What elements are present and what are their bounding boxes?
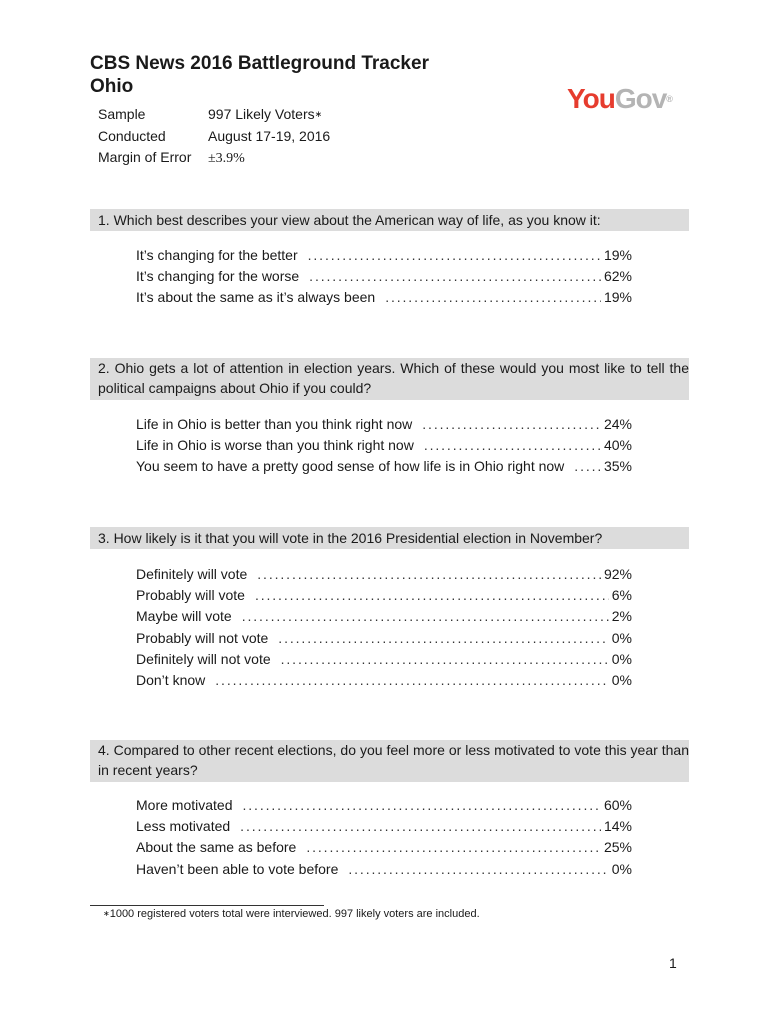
answer-label: More motivated [136, 797, 233, 813]
answer-percent: 60% [603, 797, 632, 813]
footnote [103, 907, 480, 921]
answer-percent: 2% [611, 608, 632, 625]
answer-row [136, 837, 632, 858]
meta-label-conducted: Conducted [98, 127, 166, 144]
answer-label: Definitely will not vote [136, 650, 271, 667]
answer-row [136, 245, 632, 266]
meta-label-margin: Margin of Error [98, 149, 192, 165]
answer-label: It’s changing for the worse [136, 268, 300, 285]
title-line-1: CBS News 2016 Battleground Tracker [90, 53, 429, 74]
answers-q3 [136, 564, 632, 691]
answer-percent: 25% [603, 839, 632, 856]
question-1: 1. Which best describes your view about the American way of life, as you know it: [90, 209, 689, 231]
answer-percent: 40% [603, 437, 632, 454]
answer-label: Life in Ohio is better than you think right now [136, 416, 413, 432]
answer-row [136, 456, 632, 477]
answer-row [136, 585, 632, 606]
dot-leader [385, 287, 601, 308]
question-2: 2. Ohio gets a lot of attention in election years. Which of these would you most like to tell the political campaigns about Ohio if you could? [90, 358, 689, 400]
answer-percent: 35% [603, 458, 632, 475]
answer-percent: 92% [603, 566, 632, 582]
answer-percent: 0% [611, 671, 632, 688]
dot-leader [422, 414, 601, 435]
answer-label: Don’t know [136, 671, 206, 688]
answer-percent: 0% [611, 629, 632, 646]
answer-label: Probably will not vote [136, 629, 269, 646]
footnote-marker: ∗ [314, 109, 323, 119]
logo-you: You [567, 83, 615, 114]
answer-label: It’s about the same as it’s always been [136, 289, 376, 306]
answer-label: Probably will vote [136, 587, 245, 604]
dot-leader [424, 435, 601, 456]
answer-label: It’s changing for the better [136, 247, 298, 263]
answers-q2 [136, 414, 632, 478]
answer-row [136, 287, 632, 308]
dot-leader [242, 795, 600, 816]
answer-label: Life in Ohio is worse than you think right now [136, 437, 414, 454]
meta-row-margin [98, 147, 330, 169]
dot-leader [308, 245, 601, 266]
answer-percent: 24% [603, 416, 632, 432]
dot-leader [348, 859, 608, 880]
answer-row [136, 414, 632, 435]
answers-q4 [136, 795, 632, 880]
answer-row [136, 816, 632, 837]
answer-percent: 62% [603, 268, 632, 285]
footnote-text: 1000 registered voters total were interviewed. 997 likely voters are included. [109, 908, 480, 920]
question-3: 3. How likely is it that you will vote in the 2016 Presidential election in November? [90, 527, 689, 549]
question-4: 4. Compared to other recent elections, do you feel more or less motivated to vote this year than in recent years? [90, 740, 689, 782]
meta-value-sample [208, 106, 322, 122]
answer-percent: 19% [603, 289, 632, 306]
dot-leader [574, 456, 601, 477]
footnote-marker: ∗ [103, 909, 110, 918]
answer-row [136, 606, 632, 627]
survey-meta [98, 104, 330, 169]
answer-label: Less motivated [136, 818, 231, 835]
dot-leader [306, 837, 601, 858]
yougov-logo [567, 82, 673, 116]
answer-percent: 19% [603, 247, 632, 263]
title-line-2: Ohio [90, 76, 134, 97]
answer-percent: 14% [603, 818, 632, 835]
page-title [90, 52, 429, 98]
meta-value-conducted: August 17-19, 2016 [208, 127, 331, 144]
meta-row-conducted [98, 126, 330, 148]
dot-leader [215, 670, 609, 691]
answer-row [136, 649, 632, 670]
answer-label: About the same as before [136, 839, 297, 856]
page-number: 1 [669, 955, 677, 971]
answer-row [136, 795, 632, 816]
meta-value-margin: ±3.9% [208, 151, 245, 166]
answer-row [136, 564, 632, 585]
dot-leader [257, 564, 601, 585]
answer-row [136, 670, 632, 691]
answer-label: Haven’t been able to vote before [136, 860, 339, 877]
answer-label: You seem to have a pretty good sense of how life is in Ohio right now [136, 458, 565, 475]
meta-row-sample [98, 104, 330, 126]
dot-leader [281, 649, 609, 670]
sample-value-text: 997 Likely Voters [208, 106, 315, 122]
answer-row [136, 266, 632, 287]
answer-percent: 0% [611, 650, 632, 667]
answer-label: Maybe will vote [136, 608, 232, 625]
answer-row [136, 859, 632, 880]
footnote-divider [90, 905, 324, 906]
dot-leader [278, 628, 608, 649]
dot-leader [255, 585, 609, 606]
meta-label-sample: Sample [98, 106, 146, 122]
answer-row [136, 435, 632, 456]
logo-gov: Gov [614, 83, 667, 114]
answer-label: Definitely will vote [136, 566, 248, 582]
dot-leader [240, 816, 601, 837]
dot-leader [309, 266, 601, 287]
dot-leader [242, 606, 609, 627]
answer-percent: 6% [611, 587, 632, 604]
answer-row [136, 628, 632, 649]
answer-percent: 0% [611, 860, 632, 877]
logo-registered-mark: ® [666, 94, 673, 104]
answers-q1 [136, 245, 632, 309]
